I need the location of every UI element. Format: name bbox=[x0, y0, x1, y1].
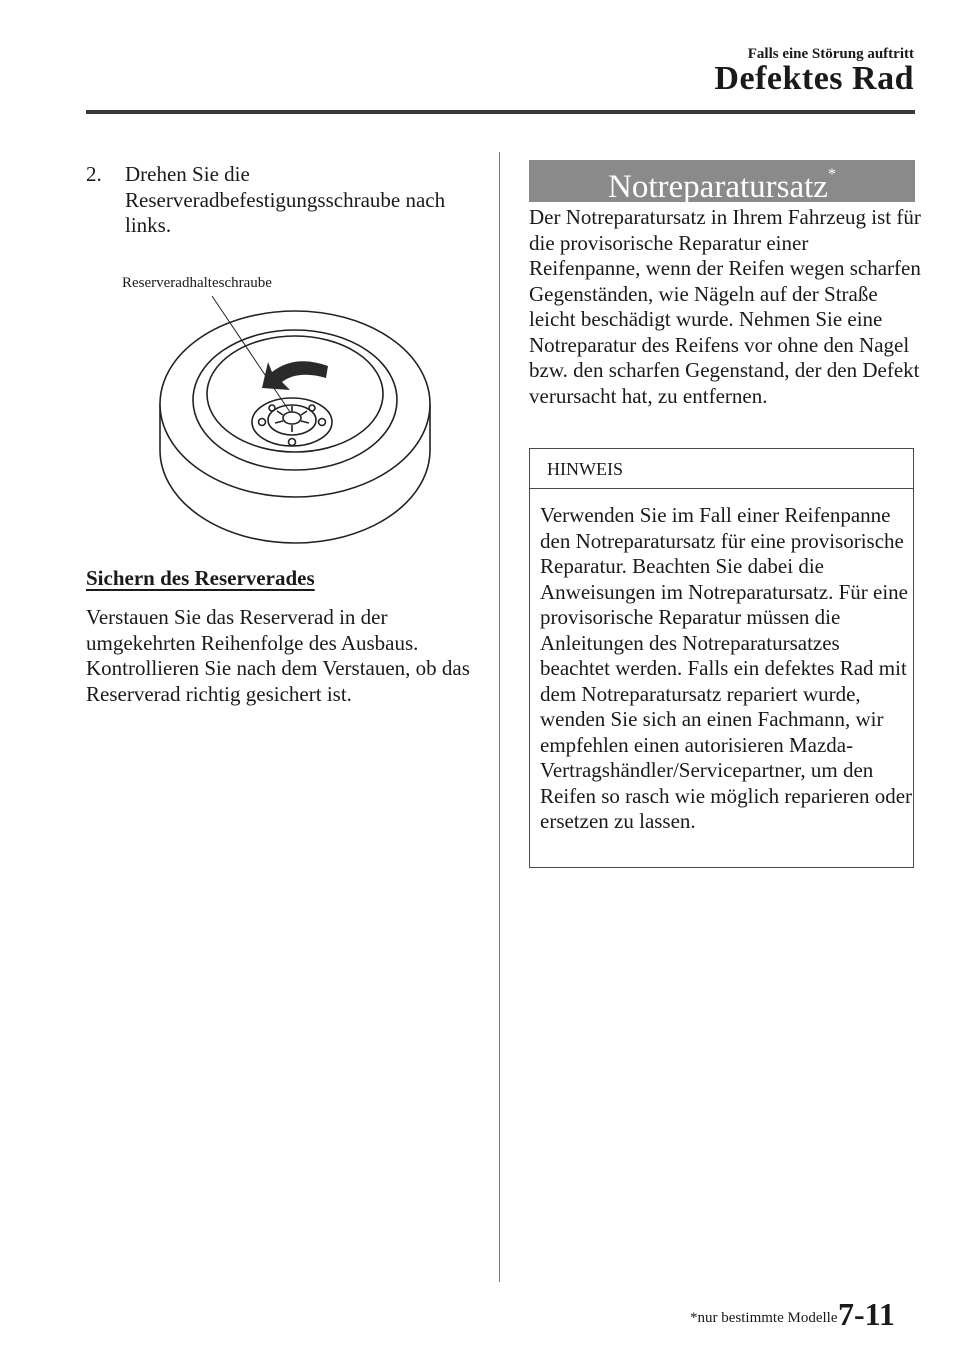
footnote-marker: * bbox=[827, 166, 836, 183]
step-text: Drehen Sie die Reserveradbefestigungsschraube nach links. bbox=[125, 162, 446, 237]
section-title-bar bbox=[529, 160, 915, 205]
section-paragraph: Der Notreparatursatz in Ihrem Fahrzeug ist für die provisorische Reparatur einer Reifenpanne, wenn der Reifen wegen scharfen Gegenständen, wie Nägeln auf der Straße leicht beschädigt wurde. Nehmen Sie eine Notreparatur des Reifens vor ohne den Nagel bzw. den scharfen Gegenstand, der den Defekt verursacht hat, zu entfernen. bbox=[529, 205, 921, 408]
figure-label: Reserveradhalteschraube bbox=[122, 275, 272, 291]
section-paragraph: Verstauen Sie das Reserverad in der umgekehrten Reihenfolge des Ausbaus. Kontrollieren Sie nach dem Verstauen, ob das Reserverad richtig gesichert ist. bbox=[86, 605, 470, 706]
section-subtitle: Falls eine Störung auftritt bbox=[747, 46, 914, 62]
footnote: *nur bestimmte Modelle bbox=[690, 1310, 838, 1326]
header-rule bbox=[86, 110, 915, 114]
section-title: Notreparatursatz bbox=[608, 169, 828, 205]
spare-wheel-illustration bbox=[150, 282, 440, 552]
note-heading: HINWEIS bbox=[530, 449, 913, 489]
page-number: 7-11 bbox=[838, 1296, 895, 1332]
note-text: Verwenden Sie im Fall einer Reifenpanne den Notreparatursatz für eine provisorische Reparatur. Beachten Sie dabei die Anweisungen im Notreparatursatz. Für eine provisorische Reparatur müssen die Anleitungen des Notreparatursatzes beachtet werden. Falls ein defektes Rad mit dem Notreparatursatz repariert wurde, wenden Sie sich an einen Fachmann, wir empfehlen einen autorisieren Mazda-Vertragshändler/Servicepartner, um den Reifen so rasch wie möglich reparieren oder ersetzen zu lassen. bbox=[540, 503, 913, 833]
note-box bbox=[529, 448, 914, 868]
section-heading: Sichern des Reserverades bbox=[86, 566, 315, 590]
column-divider bbox=[499, 152, 500, 1282]
step-number: 2. bbox=[86, 162, 102, 186]
page-title: Defektes Rad bbox=[714, 60, 914, 97]
step-item bbox=[86, 162, 466, 239]
